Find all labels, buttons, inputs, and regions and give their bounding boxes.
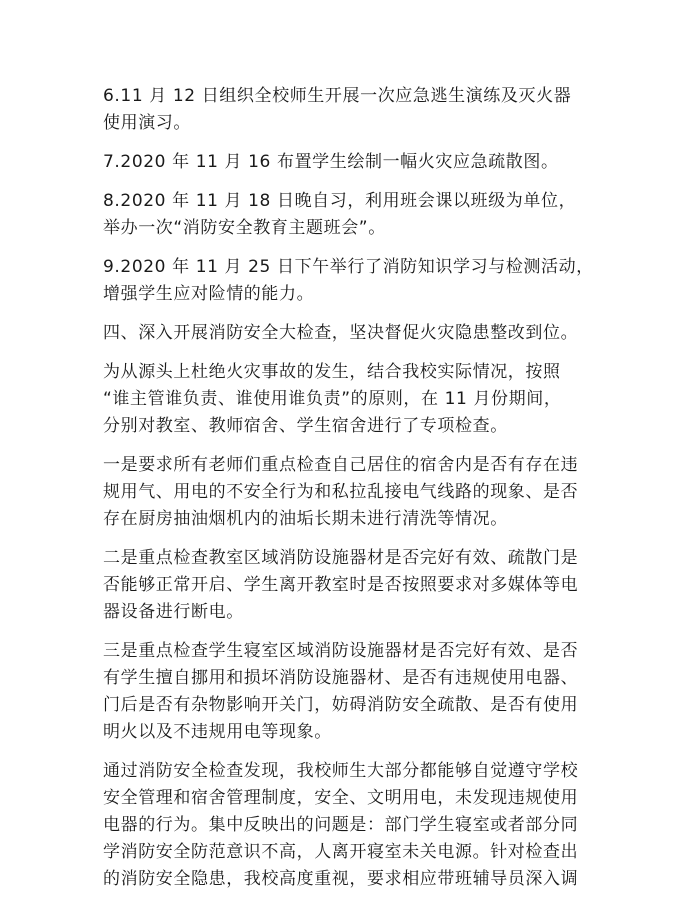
paragraph-second-check [103, 545, 603, 626]
text-line: 使用演习。 [103, 113, 191, 133]
paragraph-item-8 [103, 188, 603, 242]
paragraph-item-6 [103, 83, 603, 137]
text-line: 器设备进行断电。 [103, 602, 244, 622]
text-line: 6.11 月 12 日组织全校师生开展一次应急逃生演练及灭火器 [103, 86, 572, 106]
text-line: 有学生擅自挪用和损坏消防设施器材、是否有违规使用电器、 [103, 668, 579, 688]
text-line: 分别对教室、教师宿舍、学生宿舍进行了专项检查。 [103, 416, 508, 436]
text-line: 安全管理和宿舍管理制度，安全、文明用电，未发现违规使用 [103, 788, 579, 808]
text-line: 的消防安全隐患，我校高度重视，要求相应带班辅导员深入调 [103, 869, 579, 889]
text-line: 三是重点检查学生寝室区域消防设施器材是否完好有效、是否 [103, 641, 579, 661]
paragraph-third-check [103, 638, 603, 746]
paragraph-intro [103, 359, 603, 440]
paragraph-item-7 [103, 149, 603, 176]
text-line: 电器的行为。集中反映出的问题是：部门学生寝室或者部分同 [103, 815, 579, 835]
text-line: 学消防安全防范意识不高，人离开寝室未关电源。针对检查出 [103, 842, 579, 862]
text-line: 二是重点检查教室区域消防设施器材是否完好有效、疏散门是 [103, 548, 579, 568]
text-line: 举办一次“消防安全教育主题班会”。 [103, 218, 386, 238]
document-body [103, 83, 603, 905]
paragraph-first-check [103, 452, 603, 533]
heading-line: 四、深入开展消防安全大检查，坚决督促火灾隐患整改到位。 [103, 323, 579, 343]
paragraph-item-9 [103, 254, 603, 308]
text-line: 8.2020 年 11 月 18 日晚自习，利用班会课以班级为单位， [103, 191, 577, 211]
text-line: 一是要求所有老师们重点检查自己居住的宿舍内是否有存在违 [103, 455, 579, 475]
paragraph-findings [103, 758, 603, 893]
text-line: 增强学生应对险情的能力。 [103, 284, 315, 304]
text-line: 7.2020 年 11 月 16 布置学生绘制一幅火灾应急疏散图。 [103, 152, 559, 172]
text-line: 通过消防安全检查发现，我校师生大部分都能够自觉遵守学校 [103, 761, 579, 781]
text-line: “谁主管谁负责、谁使用谁负责”的原则，在 11 月份期间， [103, 389, 562, 409]
text-line: 9.2020 年 11 月 25 日下午举行了消防知识学习与检测活动， [103, 257, 594, 277]
text-line: 门后是否有杂物影响开关门，妨碍消防安全疏散、是否有使用 [103, 695, 579, 715]
section-heading-4 [103, 320, 603, 347]
text-line: 存在厨房抽油烟机内的油垢长期未进行清洗等情况。 [103, 509, 508, 529]
text-line: 规用气、用电的不安全行为和私拉乱接电气线路的现象、是否 [103, 482, 579, 502]
text-line: 为从源头上杜绝火灾事故的发生，结合我校实际情况，按照 [103, 362, 561, 382]
text-line: 明火以及不违规用电等现象。 [103, 722, 332, 742]
text-line: 否能够正常开启、学生离开教室时是否按照要求对多媒体等电 [103, 575, 579, 595]
